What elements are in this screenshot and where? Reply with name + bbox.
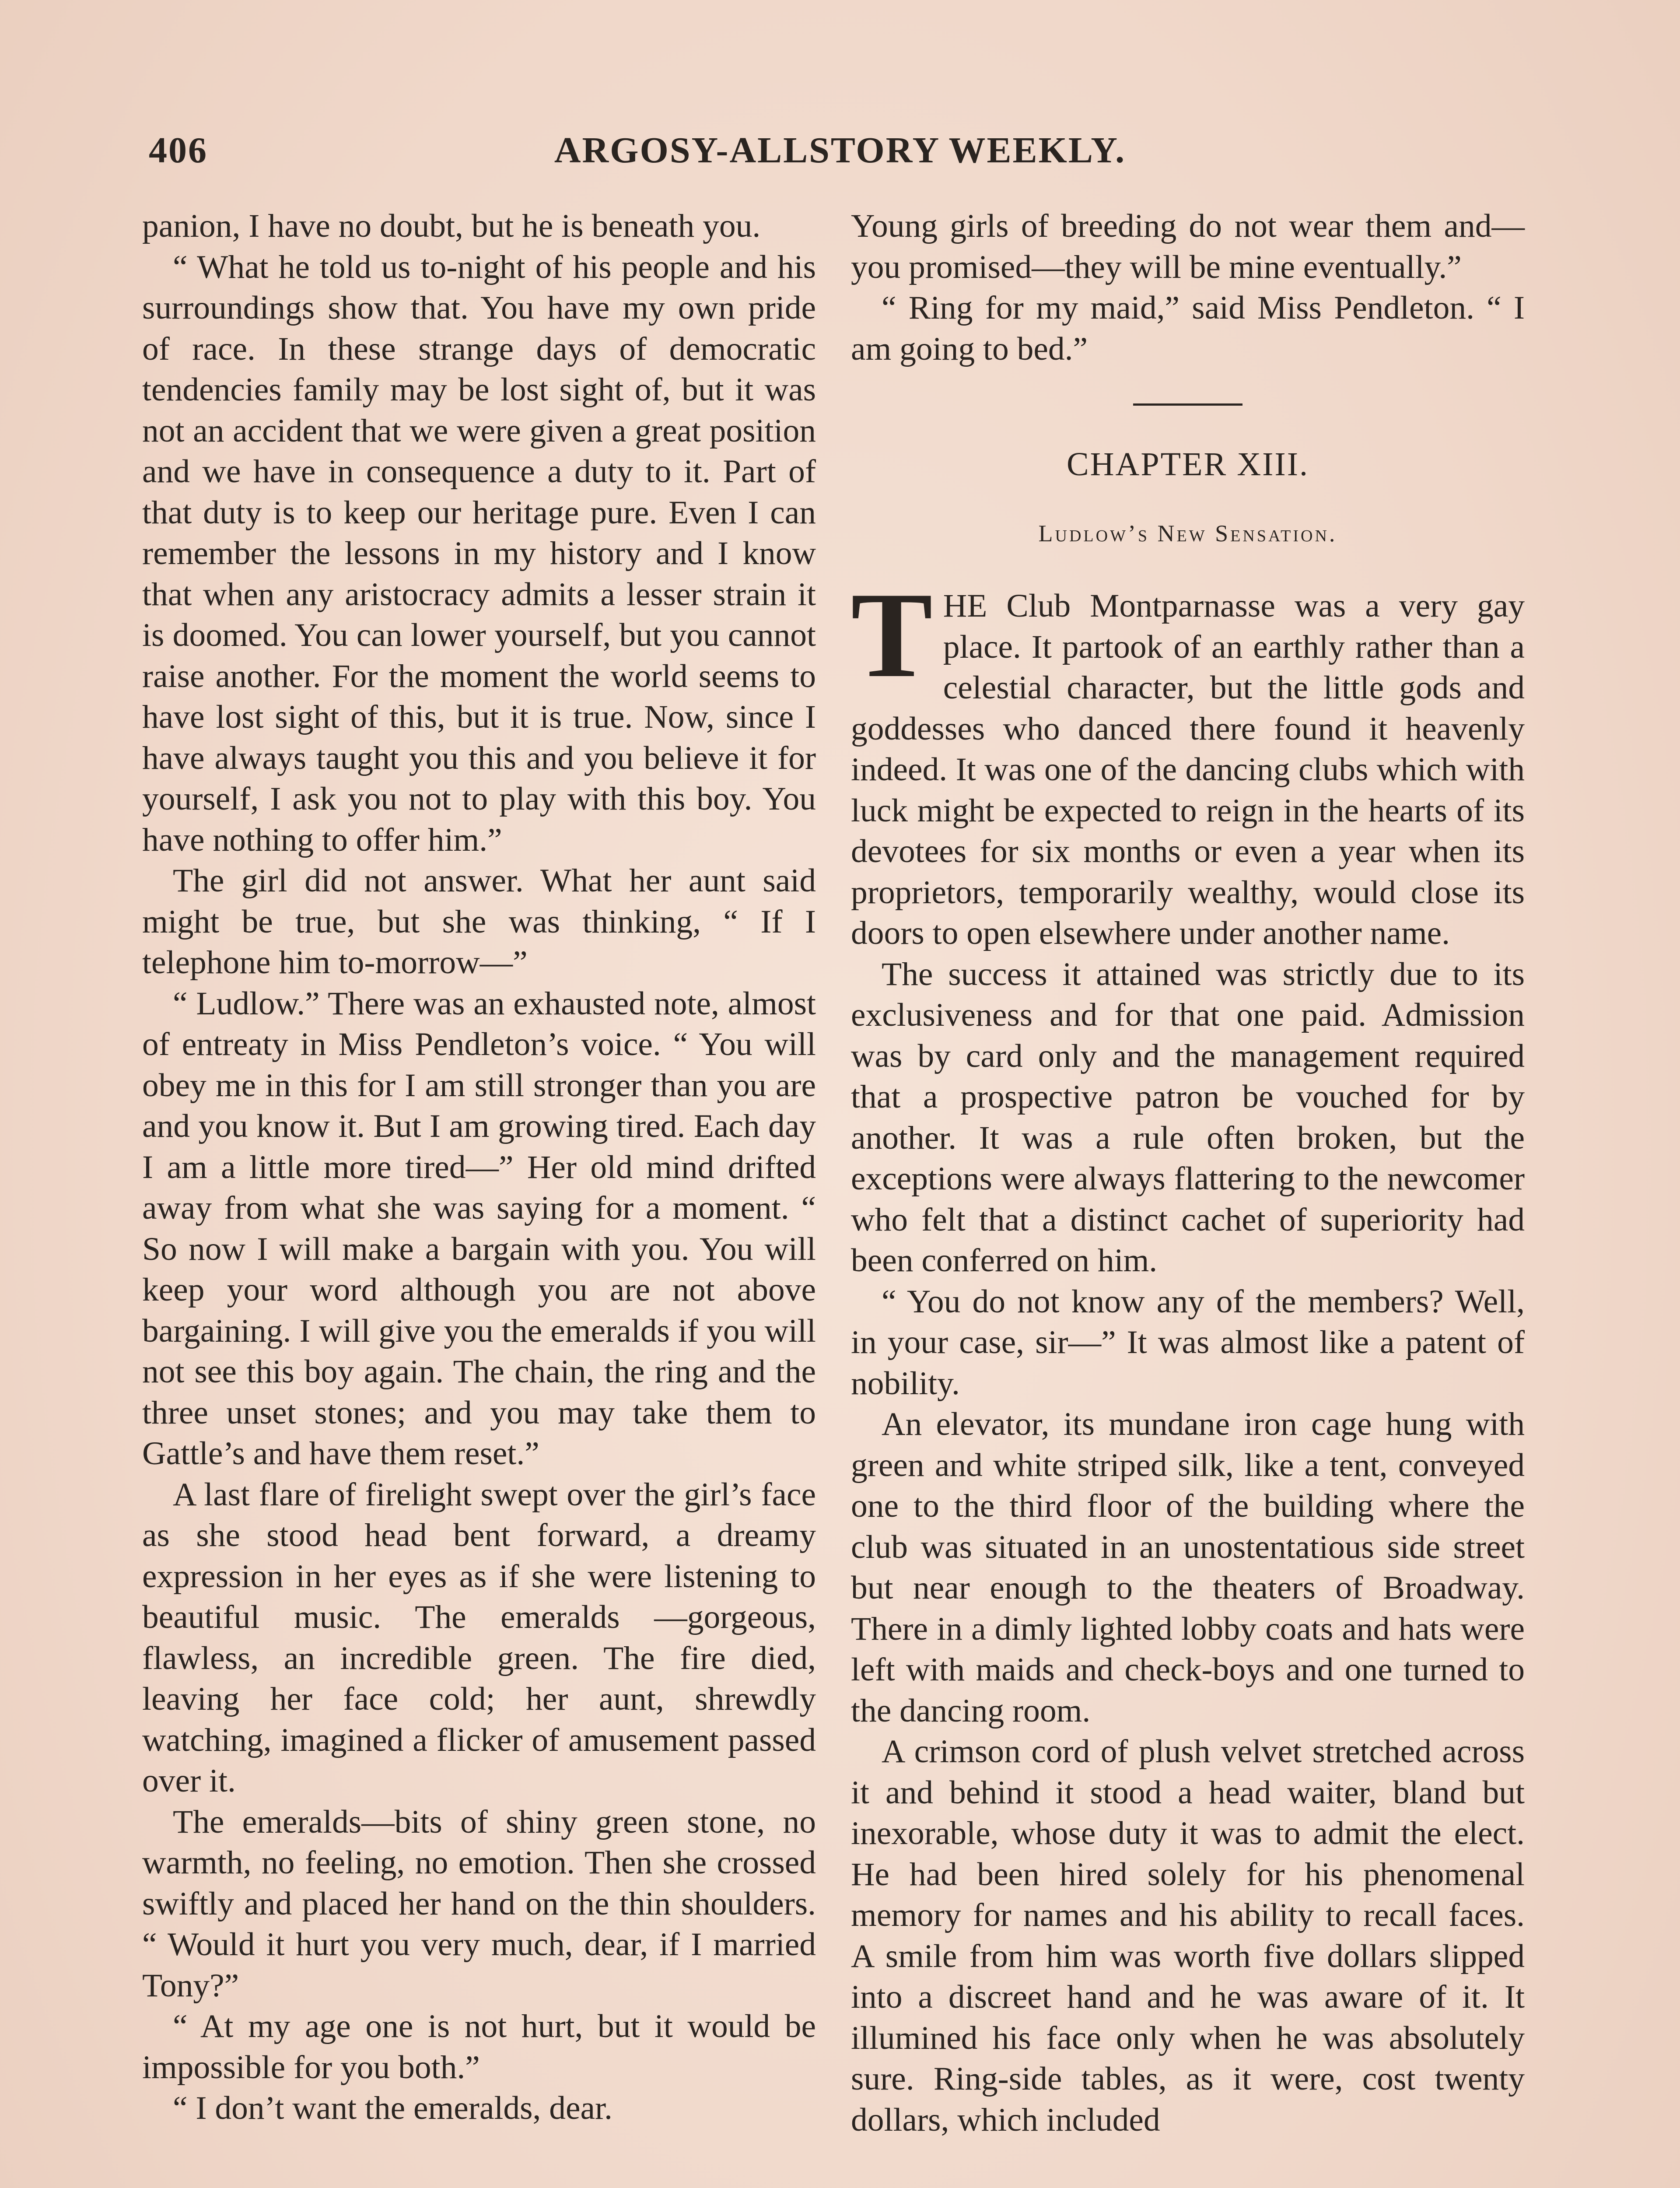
section-divider — [1133, 403, 1242, 406]
left-column — [142, 206, 816, 2129]
page-number: 406 — [149, 130, 208, 171]
paragraph: An elevator, its mundane iron cage hung with green and white striped silk, like a tent, conveyed one to the third floor of the building where the club was situated in an unostentatious side street but near enough to the theaters of Broadway. There in a dimly lighted lobby coats and hats were left with maids and check-boys and one turned to the dancing room. — [851, 1406, 1525, 1729]
paragraph: A crimson cord of plush velvet stretched across it and behind it stood a head waiter, bland but inexorable, whose duty it was to admit the elect. He had been hired solely for his phenomenal memory for names and his ability to recall faces. A smile from him was worth five dollars slipped into a discreet hand and he was aware of it. It illumined his face only when he was absolutely sure. Ring-side tables, as it were, cost twenty dollars, which included — [851, 1733, 1525, 2138]
paragraph: The emeralds—bits of shiny green stone, no warmth, no feeling, no emotion. Then she crossed swiftly and placed her hand on the thin shoulders. “ Would it hurt you very much, dear, if I married Tony?” — [142, 1803, 816, 2004]
running-head — [149, 129, 1531, 177]
paragraph: “ You do not know any of the members? Well, in your case, sir—” It was almost like a patent of nobility. — [851, 1283, 1525, 1402]
running-title: ARGOSY-ALLSTORY WEEKLY. — [554, 130, 1126, 171]
chapter-subtitle: Ludlow’s New Sensation. — [1038, 520, 1337, 547]
paragraph: “ Ring for my maid,” said Miss Pendleton. “ I am going to bed.” — [851, 290, 1525, 367]
paragraph: “ I don’t want the emeralds, dear. — [173, 2090, 612, 2126]
paragraph: panion, I have no doubt, but he is beneath you. — [142, 208, 761, 244]
paragraph: “ Ludlow.” There was an exhausted note, almost of entreaty in Miss Pendleton’s voice. “ You will obey me in this for I am still stronger than you are and you know it. But I am growing tired. Each day I am a little more tired—” Her old mind drifted away from what she was saying for a moment. “ So now I will make a bargain with you. You will keep your word although you are not above bargaining. I will give you the emeralds if you will not see this boy again. The chain, the ring and the three unset stones; and you may take them to Gattle’s and have them reset.” — [142, 985, 816, 1472]
paragraph: HE Club Montparnasse was a very gay place. It partook of an earthly rather than a celestial character, but the little gods and goddesses who danced there found it heavenly indeed. It was one of the dancing clubs which with luck might be expected to reign in the hearts of its devotees for six months or even a year when its proprietors, temporarily wealthy, would close its doors to open elsewhere under another name. — [851, 588, 1525, 951]
paragraph: “ What he told us to-night of his people and his surroundings show that. You have my own pride of race. In these strange days of democratic tendencies family may be lost sight of, but it was not an accident that we were given a great position and we have in consequence a duty to it. Part of that duty is to keep our heritage pure. Even I can remember the lessons in my history and I know that when any aristocracy admits a lesser strain it is doomed. You can lower yourself, but you cannot raise another. For the moment the world seems to have lost sight of this, but it is true. Now, since I have always taught you this and you believe it for yourself, I ask you not to play with this boy. You have nothing to offer him.” — [142, 249, 816, 858]
chapter-title: CHAPTER XIII. — [1066, 446, 1309, 483]
paragraph: Young girls of breeding do not wear them and—you promised—they will be mine eventually.” — [851, 208, 1525, 285]
paragraph: “ At my age one is not hurt, but it would be impossible for you both.” — [142, 2008, 816, 2086]
paragraph: The girl did not answer. What her aunt said might be true, but she was thinking, “ If I telephone him to-morrow—” — [142, 863, 816, 981]
drop-cap: T — [851, 567, 933, 703]
paragraph: The success it attained was strictly due to its exclusiveness and for that one paid. Admission was by card only and the management required that a prospective patron be vouched for by another. It was a rule often broken, but the exceptions were always flattering to the newcomer who felt that a distinct cachet of superiority had been conferred on him. — [851, 956, 1525, 1279]
chapter-opening — [851, 567, 1525, 954]
right-column — [851, 206, 1525, 2140]
paragraph: A last flare of firelight swept over the girl’s face as she stood head bent forward, a dreamy expression in her eyes as if she were listening to beautiful music. The emeralds —gorgeous, flawless, an incredible green. The fire died, leaving her face cold; her aunt, shrewdly watching, imagined a flicker of amusement passed over it. — [142, 1476, 816, 1799]
